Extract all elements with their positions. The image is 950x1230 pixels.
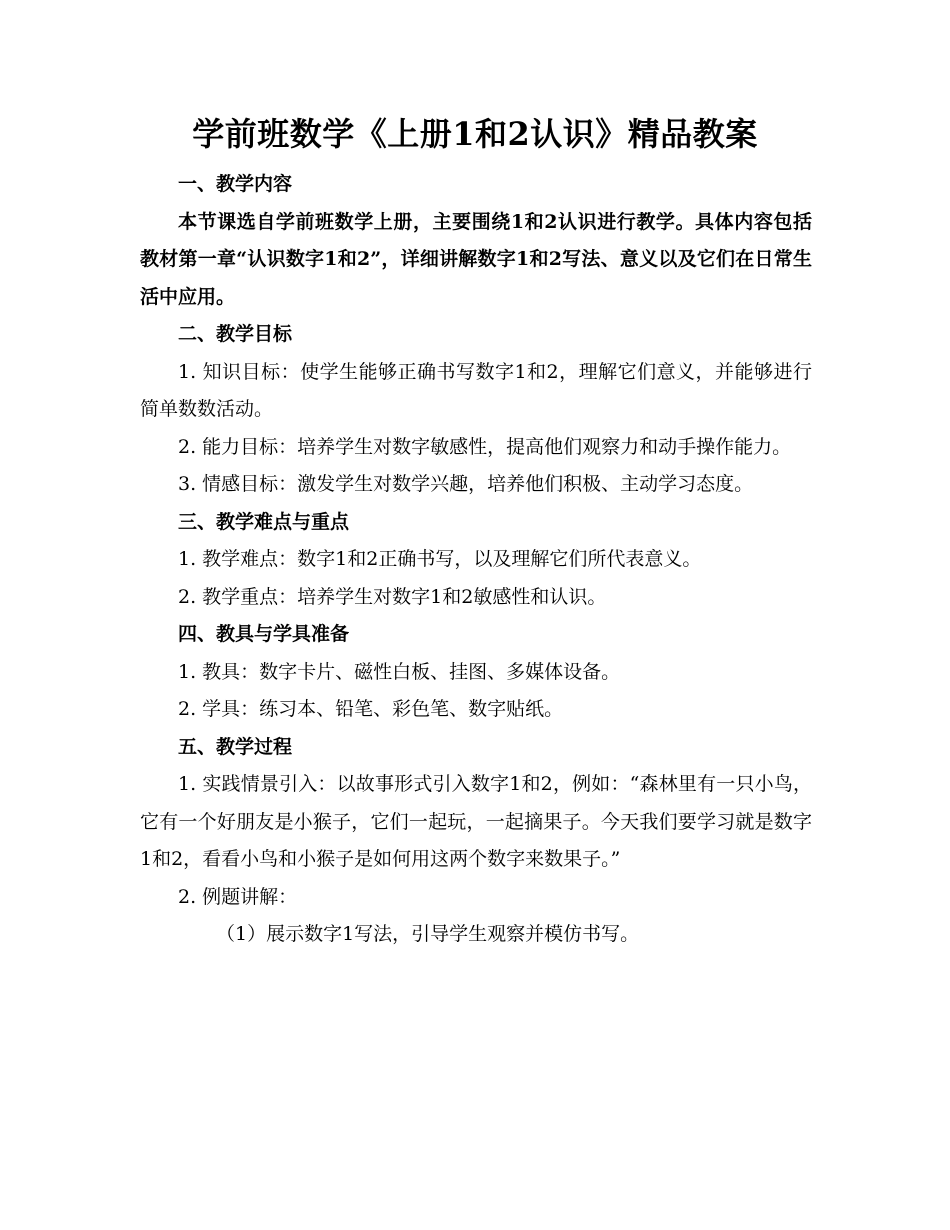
section-heading-content: 一、教学内容 [178,173,293,195]
objective-ability: 2. 能力目标：培养学生对数字敏感性，提高他们观察力和动手操作能力。 [178,435,792,458]
section-heading-objectives: 二、教学目标 [178,323,293,345]
process-example-heading: 2. 例题讲解： [178,885,298,908]
document-body [140,166,812,954]
content-paragraph: 本节课选自学前班数学上册，主要围绕1和2认识进行教学。具体内容包括教材第一章“认识数字1和2”，详细讲解数字1和2写法、意义以及它们在日常生活中应用。 [140,210,812,308]
section-heading-process: 五、教学过程 [178,735,293,758]
teaching-aids-item: 1. 教具：数字卡片、磁性白板、挂图、多媒体设备。 [178,660,621,683]
objective-emotion: 3. 情感目标：激发学生对数学兴趣，培养他们积极、主动学习态度。 [178,473,754,495]
learning-aids-item: 2. 学具：练习本、铅笔、彩色笔、数字贴纸。 [178,698,564,720]
process-example-item: （1）展示数字1写法，引导学生观察并模仿书写。 [216,923,640,945]
section-heading-difficulties: 三、教学难点与重点 [178,510,350,533]
document-title: 学前班数学《上册1和2认识》精品教案 [192,115,758,153]
difficulty-item: 1. 教学难点：数字1和2正确书写，以及理解它们所代表意义。 [178,548,702,570]
section-heading-materials: 四、教具与学具准备 [178,623,350,645]
key-point-item: 2. 教学重点：培养学生对数字1和2敏感性和认识。 [178,585,607,608]
process-introduction: 1. 实践情景引入：以故事形式引入数字1和2，例如：“森林里有一只小鸟，它有一个好朋友是小猴子，它们一起玩，一起摘果子。今天我们要学习就是数字1和2，看看小鸟和小猴子是如何用这两个数字来数果子。” [140,773,812,870]
objective-knowledge: 1. 知识目标：使学生能够正确书写数字1和2，理解它们意义，并能够进行简单数数活动。 [140,360,812,420]
